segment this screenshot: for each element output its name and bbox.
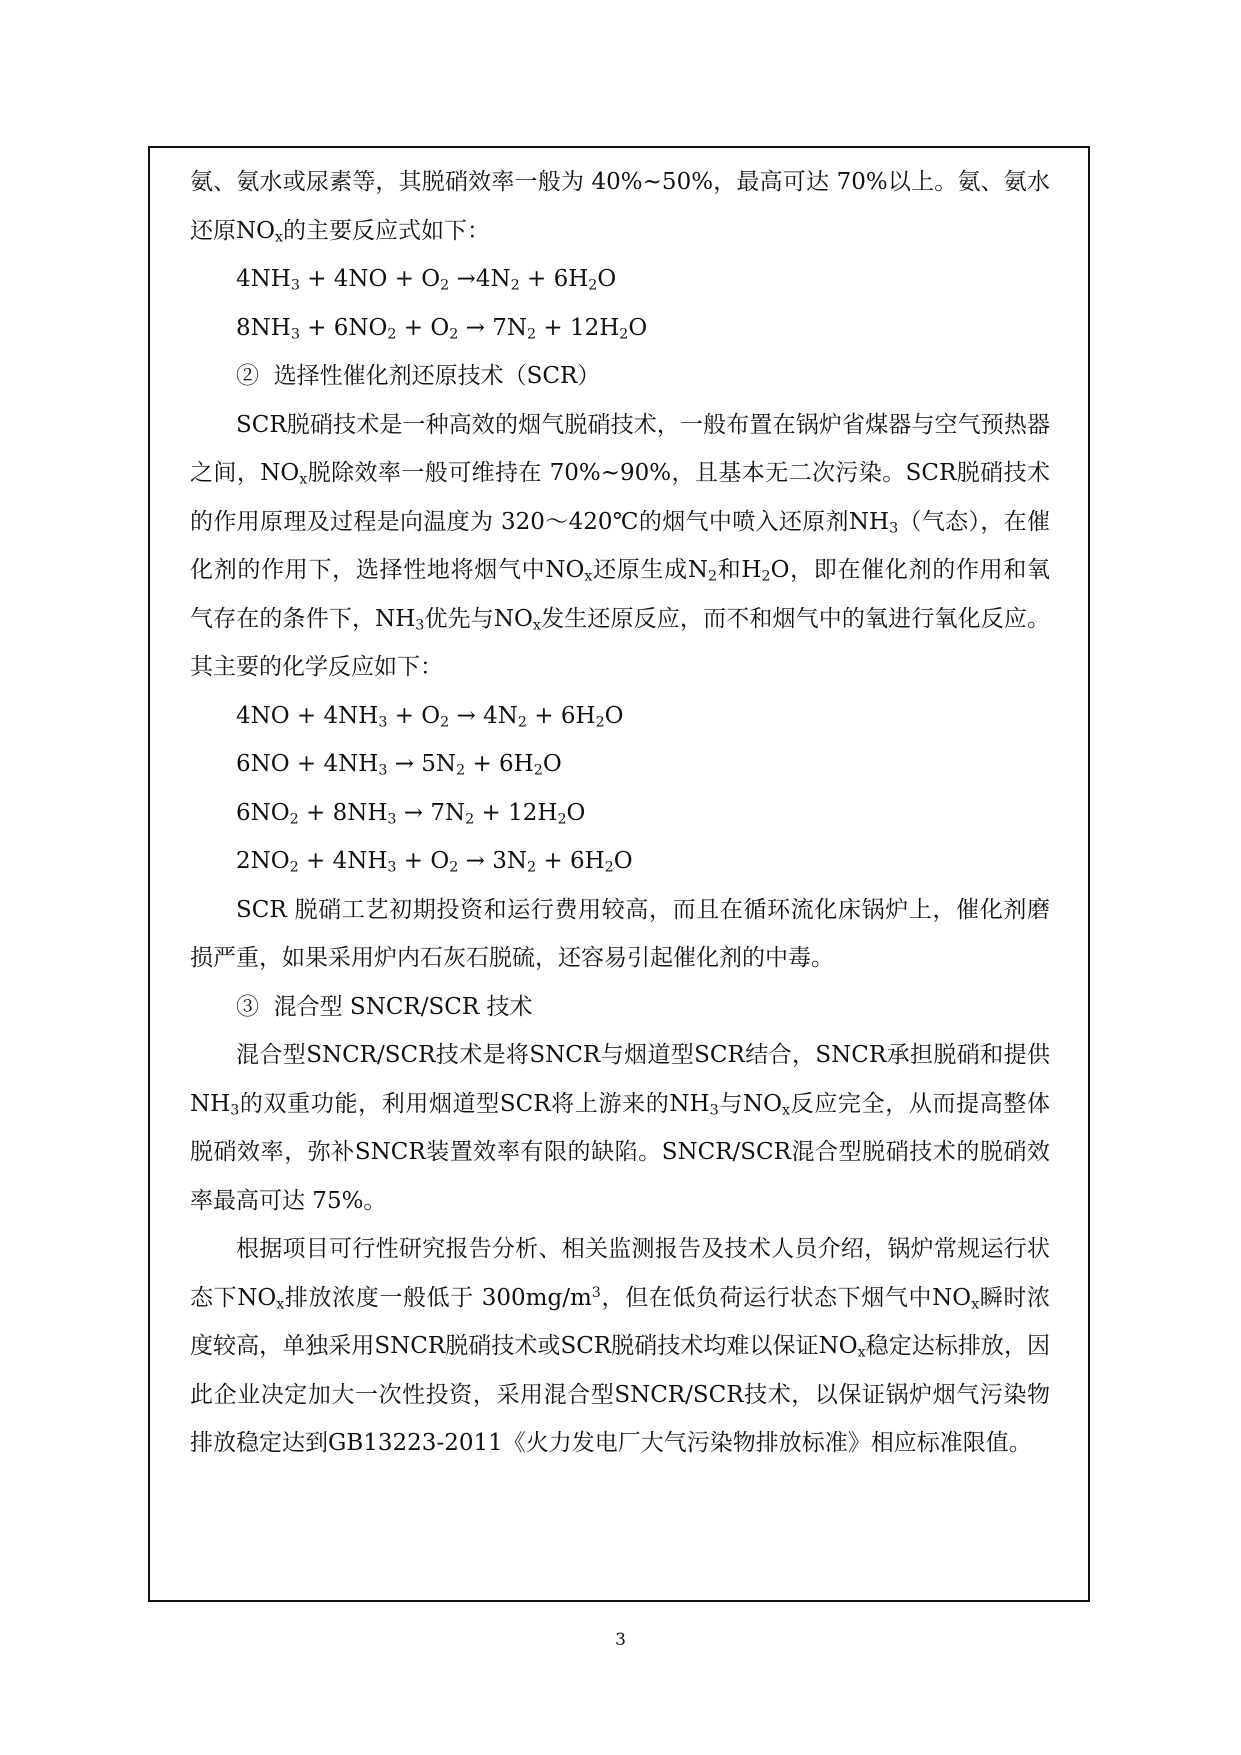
paragraph-hybrid-description: 混合型SNCR/SCR技术是将SNCR与烟道型SCR结合，SNCR承担脱硝和提供$NH_3$的双重功能，利用烟道型SCR将上游来的$NH_3$与$NO_x$反应完全，从而提高整体脱硝效率，弥补SNCR装置效率有限的缺陷。SNCR/SCR混合型脱硝技术的脱硝效率最高可达 75%。 [190,1042,1051,1214]
paragraph-conclusion: 根据项目可行性研究报告分析、相关监测报告及技术人员介绍，锅炉常规运行状态下$NO_x$排放浓度一般低于 $300mg/m^3$，但在低负荷运行状态下烟气中$NO_x$瞬时浓度较高，单独采用SNCR脱硝技术或SCR脱硝技术均难以保证$NO_x$稳定达标排放，因此企业决定加大一次性投资，采用混合型SNCR/SCR技术，以保证锅炉烟气污染物排放稳定达到GB13223-2011《火力发电厂大气污染物排放标准》相应标准限值。 [190,1236,1051,1456]
document-body [190,158,1050,1468]
page-number: 3 [615,1630,626,1650]
section-heading-hybrid: ③ 混合型 SNCR/SCR 技术 [236,993,533,1020]
equation: $4NO + 4NH_3 + O_2 \to 4N_2 + 6H_2O$ [236,702,624,731]
paragraph-scr-cost: SCR 脱硝工艺初期投资和运行费用较高，而且在循环流化床锅炉上，催化剂磨损严重，如果采用炉内石灰石脱硫，还容易引起催化剂的中毒。 [190,896,1050,971]
page-frame [148,146,1090,1602]
equation: $6NO + 4NH_3 \to 5N_2 + 6H_2O$ [236,751,562,779]
paragraph-scr-description: SCR脱硝技术是一种高效的烟气脱硝技术，一般布置在锅炉省煤器与空气预热器之间，$NO_x$脱除效率一般可维持在 70%~90%，且基本无二次污染。SCR脱硝技术的作用原理及过程是向温度为 320～420℃的烟气中喷入还原剂$NH_3$（气态），在催化剂的作用下，选择性地将烟气中$NO_x$还原生成$N_2$和$H_2O$，即在催化剂的作用和氧气存在的条件下，$NH_3$优先与$NO_x$发生还原反应，而不和烟气中的氧进行氧化反应。其主要的化学反应如下： [190,411,1051,680]
section-heading-scr: ② 选择性催化剂还原技术（SCR） [236,363,601,389]
equation: $4NH_3 + 4NO + O_2 \to 4N_2 + 6H_2O$ [236,266,617,294]
paragraph-intro: 氨、氨水或尿素等，其脱硝效率一般为 40%~50%，最高可达 70%以上。氨、氨水还原$NO_x$的主要反应式如下： [190,169,1050,246]
equation: $8NH_3 + 6NO_2 + O_2 \to 7N_2 + 12H_2O$ [236,314,648,343]
equation: $6NO_2 + 8NH_3 \to 7N_2 + 12H_2O$ [236,799,586,828]
equation: $2NO_2 + 4NH_3 + O_2 \to 3N_2 + 6H_2O$ [236,848,633,876]
